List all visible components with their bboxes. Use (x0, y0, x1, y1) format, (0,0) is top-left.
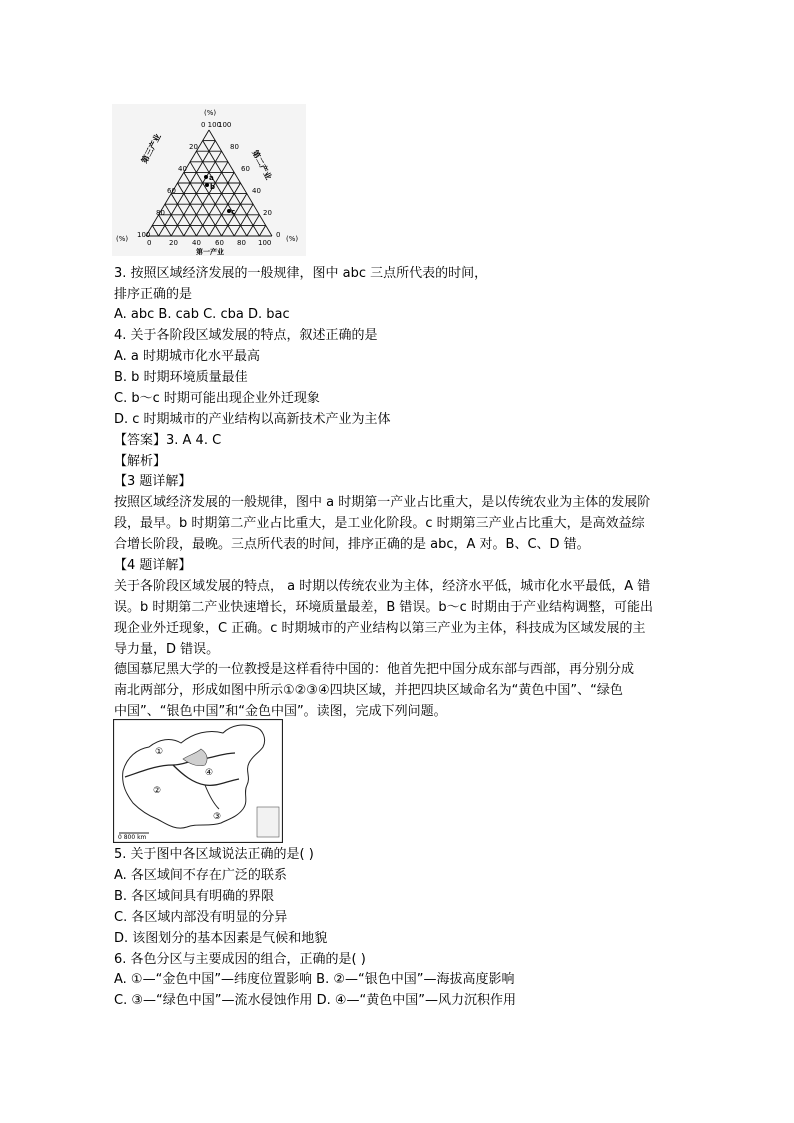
top-tick-label: 0 100 (201, 121, 222, 129)
intro-text: 南北两部分，形成如图中所示①②③④四块区域，并把四块区域命名为“黄色中国”、“绿色 (114, 683, 623, 698)
top-tick-label: 60 (167, 187, 176, 195)
bottom-tick-label: 20 (169, 239, 178, 247)
question-5-option-a: A. 各区域间不存在广泛的联系 (114, 868, 287, 883)
question-5-option-d: D. 该图划分的基本因素是气候和地貌 (114, 931, 328, 946)
point-label-a: a (209, 174, 214, 182)
right-tick-label: 20 (263, 209, 272, 217)
percent-right-label: (%) (286, 235, 299, 243)
detail-4-text: 导力量，D 错误。 (114, 642, 220, 657)
top-tick-label: 80 (156, 209, 165, 217)
region-label-3: ③ (213, 812, 222, 822)
intro-text: 德国慕尼黑大学的一位教授是这样看待中国的：他首先把中国分成东部与西部，再分别分成 (114, 662, 635, 677)
bottom-axis-label: 第一产业 (196, 248, 224, 256)
ternary-svg (112, 104, 306, 256)
bottom-tick-label: 80 (237, 239, 246, 247)
analysis-heading: 【解析】 (114, 454, 167, 469)
region-label-4: ④ (205, 768, 214, 778)
bottom-tick-label: 100 (258, 239, 272, 247)
detail-3-text: 合增长阶段，最晚。三点所代表的时间，排序正确的是 abc，A 对。B、C、D 错。 (114, 537, 590, 552)
point-label-b: b (210, 183, 216, 191)
china-regions-map (113, 719, 283, 843)
bottom-tick-label: 0 (147, 239, 152, 247)
percent-left-label: (%) (116, 235, 129, 243)
right-axis-label: 第二产业 (250, 148, 274, 182)
point-label-c: c (231, 208, 236, 216)
detail-4-text: 误。b 时期第二产业快速增长，环境质量最差，B 错误。b～c 时期由于产业结构调整，可能出 (114, 600, 653, 615)
question-3-stem: 3. 按照区域经济发展的一般规律，图中 abc 三点所代表的时间， (114, 266, 488, 281)
right-tick-label: 100 (218, 121, 232, 129)
detail-4-heading: 【4 题详解】 (114, 558, 192, 573)
detail-4-text: 关于各阶段区域发展的特点， a 时期以传统农业为主体，经济水平低，城市化水平最低，A 错 (114, 579, 651, 594)
data-point-marker (205, 183, 209, 187)
question-4-option-a: A. a 时期城市化水平最高 (114, 349, 261, 364)
detail-4-text: 现企业外迁现象，C 正确。c 时期城市的产业结构以第三产业为主体，科技成为区域发展的主 (114, 621, 646, 636)
right-tick-label: 80 (230, 143, 239, 151)
question-5-stem: 5. 关于图中各区域说法正确的是( ) (114, 847, 314, 862)
question-4-option-c: C. b～c 时期可能出现企业外迁现象 (114, 391, 320, 406)
south-sea-inset (257, 807, 279, 837)
percent-top-label: (%) (204, 109, 217, 117)
question-4-stem: 4. 关于各阶段区域发展的特点，叙述正确的是 (114, 328, 378, 343)
intro-text: 中国”、“银色中国”和“金色中国”。读图，完成下列问题。 (114, 704, 447, 719)
top-tick-label: 40 (178, 165, 187, 173)
ternary-industry-diagram (112, 104, 306, 256)
top-tick-label: 20 (189, 143, 198, 151)
detail-3-text: 段，最早。b 时期第二产业占比重大，是工业化阶段。c 时期第三产业占比重大，是高效益综 (114, 516, 645, 531)
question-6-stem: 6. 各色分区与主要成因的组合，正确的是( ) (114, 952, 366, 967)
right-tick-label: 40 (252, 187, 261, 195)
map-svg (113, 719, 283, 843)
scale-label: 0 800 km (118, 834, 147, 841)
question-4-option-b: B. b 时期环境质量最佳 (114, 370, 248, 385)
right-tick-label: 60 (241, 165, 250, 173)
top-tick-label: 100 (137, 231, 151, 239)
question-5-option-b: B. 各区域间具有明确的界限 (114, 889, 275, 904)
question-6-options-cd: C. ③—“绿色中国”—流水侵蚀作用 D. ④—“黄色中国”—风力沉积作用 (114, 993, 516, 1008)
question-5-option-c: C. 各区域内部没有明显的分异 (114, 910, 288, 925)
bottom-tick-label: 40 (192, 239, 201, 247)
detail-3-heading: 【3 题详解】 (114, 474, 192, 489)
question-6-options-ab: A. ①—“金色中国”—纬度位置影响 B. ②—“银色中国”—海拔高度影响 (114, 972, 515, 987)
question-4-option-d: D. c 时期城市的产业结构以高新技术产业为主体 (114, 412, 391, 427)
answer-line: 【答案】3. A 4. C (114, 433, 222, 448)
question-3-options: A. abc B. cab C. cba D. bac (114, 307, 290, 322)
region-label-1: ① (155, 747, 164, 757)
detail-3-text: 按照区域经济发展的一般规律，图中 a 时期第一产业占比重大，是以传统农业为主体的发展阶 (114, 495, 651, 510)
region-label-2: ② (153, 786, 162, 796)
bottom-tick-label: 60 (215, 239, 224, 247)
question-3-stem-cont: 排序正确的是 (114, 287, 193, 302)
left-axis-label: 第三产业 (139, 132, 163, 165)
right-tick-label: 0 (276, 231, 281, 239)
data-point-marker (204, 175, 208, 179)
